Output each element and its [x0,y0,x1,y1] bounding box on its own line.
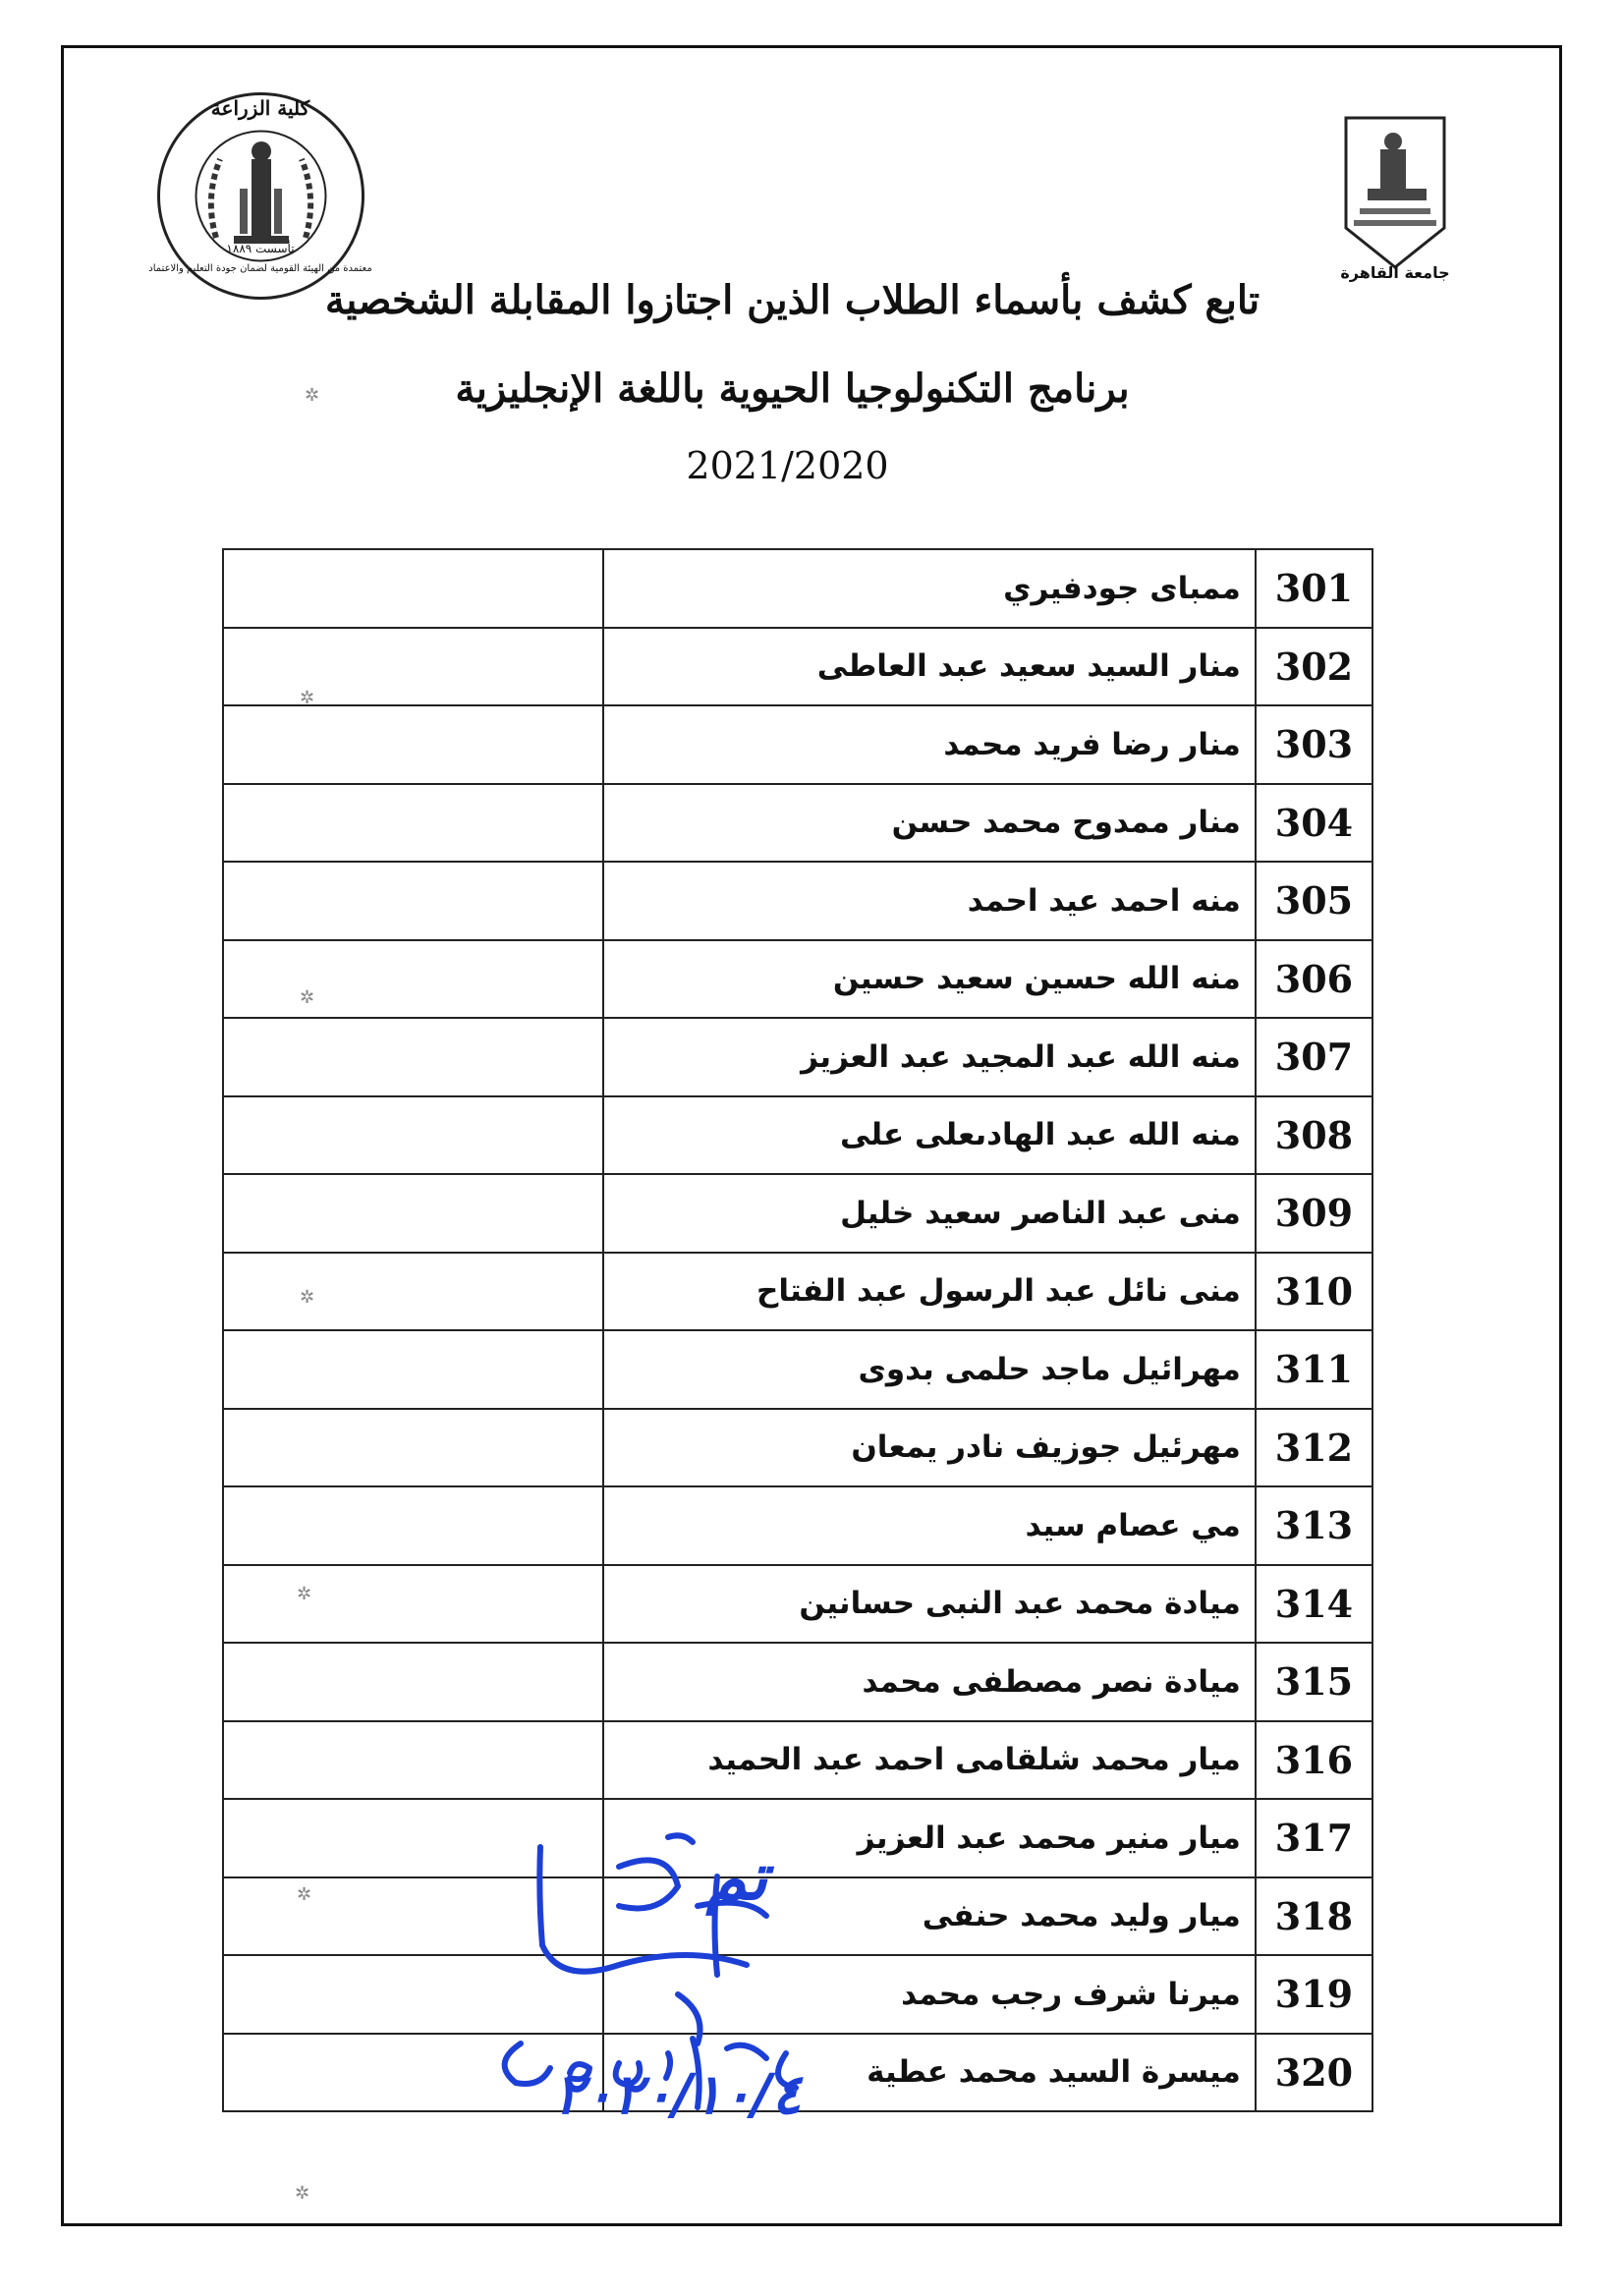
table-row [223,628,1372,706]
student-name: ميادة محمد عبد النبى حسانين [603,1565,1256,1644]
scan-artifact: ✲ [297,1584,312,1604]
student-number: 316 [1256,1721,1372,1800]
table-row [223,1018,1372,1096]
cairo-university-caption: جامعة القاهرة [1340,263,1450,282]
faculty-seal-text: كلية الزراعة [210,96,310,120]
student-number: 313 [1256,1486,1372,1565]
table-row [223,862,1372,940]
scan-artifact: ✲ [300,987,315,1008]
table-row [223,1174,1372,1253]
page-title: تابع كشف بأسماء الطلاب الذين اجتازوا المقابلة الشخصية [324,277,1260,323]
student-number: 302 [1256,628,1372,706]
table-row [223,1721,1372,1800]
student-number: 305 [1256,862,1372,940]
blank-cell [223,1486,603,1565]
table-row [223,549,1372,628]
blank-cell [223,1721,603,1800]
student-number: 303 [1256,705,1372,784]
student-name: ميادة نصر مصطفى محمد [603,1643,1256,1721]
scan-artifact: ✲ [300,688,315,708]
blank-cell [223,784,603,863]
student-number: 304 [1256,784,1372,863]
student-name: منار ممدوح محمد حسن [603,784,1256,863]
blank-cell [223,1565,603,1644]
blank-cell [223,628,603,706]
table-row [223,1486,1372,1565]
student-number: 308 [1256,1096,1372,1175]
blank-cell [223,549,603,628]
scan-artifact: ✲ [300,1287,315,1308]
program-title: برنامج التكنولوجيا الحيوية باللغة الإنجليزية [455,365,1130,412]
academic-year: 2021/2020 [686,444,889,487]
student-name: منه الله حسين سعيد حسين [603,940,1256,1019]
blank-cell [223,1643,603,1721]
faculty-seal-year: تأسست ١٨٨٩ [226,242,295,255]
blank-cell [223,1409,603,1487]
blank-cell [223,705,603,784]
blank-cell [223,1018,603,1096]
signature-date: ٢٠٢٠/١٠/٤ [554,2063,802,2127]
student-number: 312 [1256,1409,1372,1487]
blank-cell [223,862,603,940]
student-name: ميار وليد محمد حنفى [603,1877,1256,1956]
student-number: 320 [1256,2034,1372,2112]
table-row [223,1330,1372,1409]
student-name: منى نائل عبد الرسول عبد الفتاح [603,1253,1256,1331]
table-row [223,1409,1372,1487]
student-number: 307 [1256,1018,1372,1096]
table-row [223,1096,1372,1175]
student-number: 319 [1256,1955,1372,2034]
student-name: مهرئيل جوزيف نادر يمعان [603,1409,1256,1487]
student-name: منار السيد سعيد عبد العاطى [603,628,1256,706]
table-row [223,705,1372,784]
blank-cell [223,1096,603,1175]
table-row [223,940,1372,1019]
student-number: 309 [1256,1174,1372,1253]
blank-cell [223,940,603,1019]
student-name: ميرنا شرف رجب محمد [603,1955,1256,2034]
student-name: منى عبد الناصر سعيد خليل [603,1174,1256,1253]
student-name: منار رضا فريد محمد [603,705,1256,784]
student-number: 306 [1256,940,1372,1019]
blank-cell [223,1253,603,1331]
student-name: منه الله عبد الهادىعلى على [603,1096,1256,1175]
student-number: 301 [1256,549,1372,628]
signature-text: تم [705,1839,768,1915]
student-number: 318 [1256,1877,1372,1956]
student-name: ميار محمد شلقامى احمد عبد الحميد [603,1721,1256,1800]
table-row [223,1565,1372,1644]
blank-cell [223,1330,603,1409]
student-name: ميسرة السيد محمد عطية [603,2034,1256,2112]
faculty-seal-accreditation: معتمدة من الهيئة القومية لضمان جودة التعليم والاعتماد [148,263,372,274]
table-row [223,784,1372,863]
student-name: مي عصام سيد [603,1486,1256,1565]
student-name: منه احمد عيد احمد [603,862,1256,940]
table-row [223,1643,1372,1721]
student-number: 317 [1256,1799,1372,1877]
blank-cell [223,1174,603,1253]
student-name: مهرائيل ماجد حلمى بدوى [603,1330,1256,1409]
student-number: 314 [1256,1565,1372,1644]
student-name: منه الله عبد المجيد عبد العزيز [603,1018,1256,1096]
scan-artifact: ✲ [297,1884,312,1905]
scan-artifact: ✲ [305,385,320,406]
table-row [223,1253,1372,1331]
student-number: 311 [1256,1330,1372,1409]
student-number: 310 [1256,1253,1372,1331]
student-number: 315 [1256,1643,1372,1721]
student-name: ميار منير محمد عبد العزيز [603,1799,1256,1877]
student-name: ممباى جودفيري [603,549,1256,628]
scan-artifact: ✲ [295,2183,310,2204]
